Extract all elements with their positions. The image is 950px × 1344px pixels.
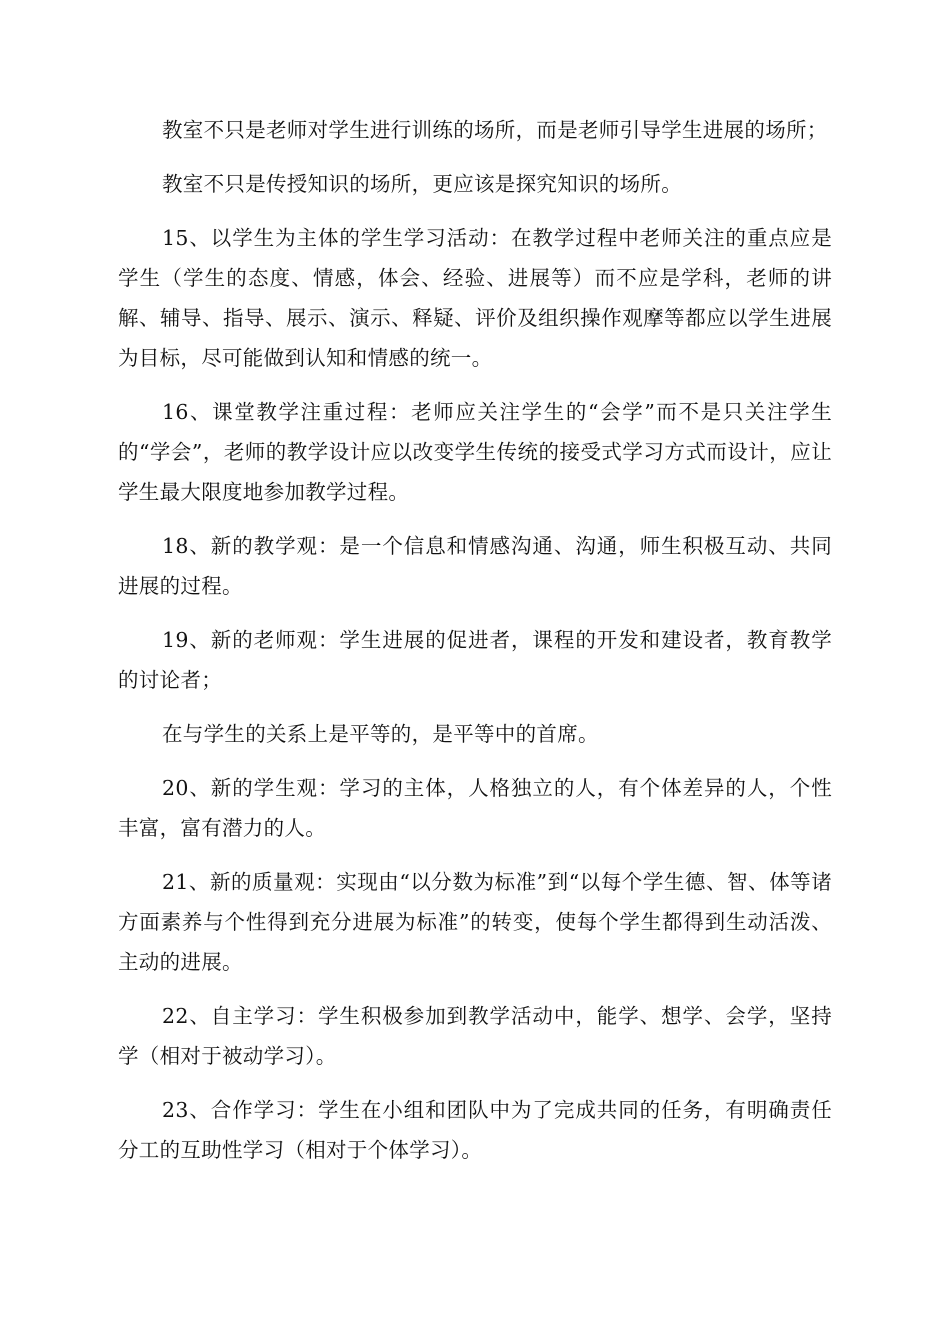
paragraph-19-equality: 在与学生的关系上是平等的，是平等中的首席。 [162, 722, 599, 746]
paragraph-22-autonomous-learning: 22、自主学习：学生积极参加到教学活动中，能学、想学、会学，坚持学（相对于被动学习）。 [118, 1004, 832, 1068]
paragraph-16-process: 16、课堂教学注重过程：老师应关注学生的“会学”而不是只关注学生的“学会”，老师的教学设计应以改变学生传统的接受式学习方式而设计，应让学生最大限度地参加教学过程。 [118, 400, 832, 504]
paragraph-classroom-inquiry: 教室不只是传授知识的场所，更应该是探究知识的场所。 [162, 172, 682, 196]
paragraph-classroom-guidance: 教室不只是老师对学生进行训练的场所，而是老师引导学生进展的场所； [162, 118, 828, 142]
paragraph-20-student-view: 20、新的学生观：学习的主体，人格独立的人，有个体差异的人，个性丰富，富有潜力的人。 [118, 776, 832, 840]
document-body [118, 110, 832, 1184]
paragraph-18-teaching-view: 18、新的教学观：是一个信息和情感沟通、沟通，师生积极互动、共同进展的过程。 [118, 534, 832, 598]
paragraph-15-student-centered: 15、以学生为主体的学生学习活动：在教学过程中老师关注的重点应是学生（学生的态度、情感，体会、经验、进展等）而不应是学科，老师的讲解、辅导、指导、展示、演示、释疑、评价及组织操作观摩等都应以学生进展为目标，尽可能做到认知和情感的统一。 [118, 226, 832, 370]
paragraph-19-teacher-view: 19、新的老师观：学生进展的促进者，课程的开发和建设者，教育教学的讨论者； [118, 628, 832, 692]
paragraph-23-cooperative-learning: 23、合作学习：学生在小组和团队中为了完成共同的任务，有明确责任分工的互助性学习（相对于个体学习）。 [118, 1098, 832, 1162]
paragraph-21-quality-view: 21、新的质量观：实现由“以分数为标准”到“以每个学生德、智、体等诸方面素养与个性得到充分进展为标准”的转变，使每个学生都得到生动活泼、主动的进展。 [118, 870, 832, 974]
